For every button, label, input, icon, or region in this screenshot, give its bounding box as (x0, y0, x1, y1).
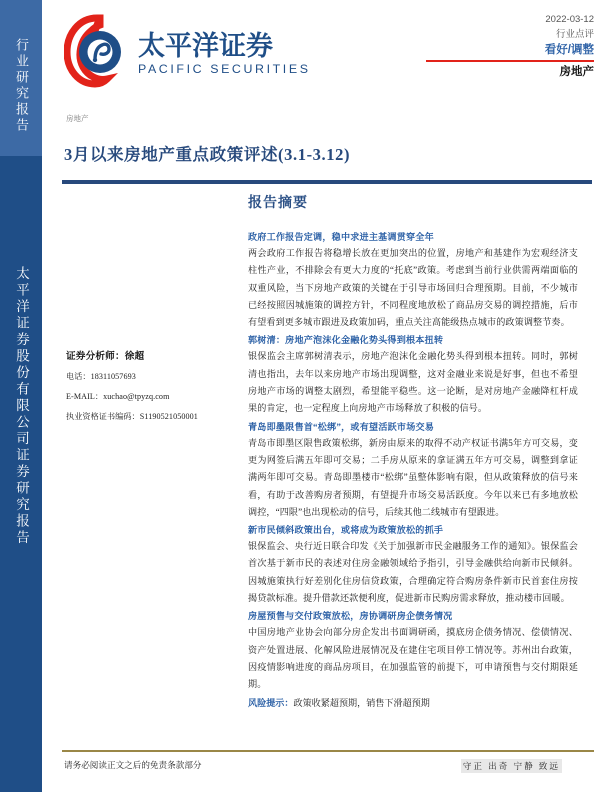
brand-name-en: PACIFIC SECURITIES (138, 61, 311, 76)
summary-section (248, 332, 578, 417)
section-body: 两会政府工作报告将稳增长放在更加突出的位置，房地产和基建作为宏观经济支柱性产业，不排除会有更大力度的“托底”政策。考虑到当前行业供需两端面临的双重风险，当下房地产政策的关键在于引导市场回归合理预期。目前，不少城市已经按照因城施策的调控方针，不同程度地放松了商品房交易的调控措施，后市有望看到更多城市跟进及政策加码，重点关注高能级热点城市的政策调整节奏。 (248, 248, 578, 328)
pacific-securities-logo-icon (64, 14, 130, 88)
section-body: 银保监会、央行近日联合印发《关于加强新市民金融服务工作的通知》。银保监会首次基于新市民的表述对住房金融领域给予指引，引导金融供给向新市民倾斜。因城施策执行好差别化住房信贷政策，合理确定符合购房条件新市民首套住房按揭贷款标准。提升借款还款便利度，促进新市民购房需求释放，推动楼市回暖。 (248, 541, 578, 604)
section-heading: 新市民倾斜政策出台，或将成为政策放松的抓手 (248, 525, 444, 536)
breadcrumb: 房地产 (66, 114, 89, 123)
left-sidebar (0, 0, 42, 792)
report-type: 行业点评 (555, 29, 594, 40)
report-summary (248, 192, 578, 712)
summary-title: 报告摘要 (248, 196, 308, 211)
header-meta-block (424, 12, 594, 80)
brand-logo-block (64, 14, 311, 88)
risk-disclosure (248, 695, 578, 712)
analyst-name: 证券分析师：徐超 (66, 351, 145, 362)
section-body: 青岛市即墨区限售政策松绑，新房由原来的取得不动产权证书满5年方可交易，变更为网签后满五年即可交易；二手房从原来的拿证满五年方可交易，调整到拿证满两年即可交易。青岛即墨楼市“松绑”虽整体影响有限，但从政策释放的信号来看，有助于改善购房者预期，有望提升市场交易活跃度。今年以来已有多地放松调控，“四限”也出现松动的信号，后续其他二线城市有望跟进。 (248, 437, 578, 517)
brand-name-cn: 太平洋证券 (138, 31, 273, 62)
sector-label: 房地产 (559, 66, 594, 79)
brand-wordmark (138, 26, 311, 75)
summary-section (248, 229, 578, 331)
title-divider (62, 180, 592, 184)
risk-text: 政策收紧超预期，销售下滑超预期 (293, 697, 430, 708)
page-title: 3月以来房地产重点政策评述(3.1-3.12) (64, 145, 351, 164)
footer-disclaimer: 请务必阅读正文之后的免责条款部分 (64, 760, 202, 770)
summary-section (248, 419, 578, 521)
summary-section (248, 522, 578, 607)
section-heading: 政府工作报告定调，稳中求进主基调贯穿全年 (248, 232, 434, 242)
summary-section (248, 608, 578, 693)
analyst-info-block (66, 348, 246, 431)
header-red-divider (426, 60, 594, 62)
sidebar-label-industry-research: 行业研究报告 (14, 38, 29, 134)
section-heading: 郭树清：房地产泡沫化金融化势头得到根本扭转 (248, 335, 444, 346)
analyst-phone: 电话：18311057693 (66, 372, 136, 381)
analyst-email[interactable]: E-MAIL：xuchao@tpyzq.com (66, 392, 170, 401)
risk-label: 风险提示： (248, 697, 294, 708)
footer-divider (62, 750, 594, 752)
analyst-license: 执业资格证书编码：S1190521050001 (66, 412, 198, 421)
rating-badge: 看好/调整 (544, 44, 594, 56)
section-heading: 青岛即墨限售首“松绑”，或有望活跃市场交易 (248, 421, 435, 432)
section-heading: 房屋预售与交付政策放松，房协调研房企债务情况 (248, 611, 453, 622)
footer-slogan: 守正 出奇 宁静 致远 (462, 761, 560, 771)
report-date: 2022-03-12 (545, 14, 594, 25)
sidebar-label-company-research: 太平洋证券股份有限公司证券研究报告 (14, 265, 29, 547)
section-body: 银保监会主席郭树清表示，房地产泡沫化金融化势头得到根本扭转。同时，郭树清也指出，去年以来房地产市场出现调整，这对金融业来说是好事，但也不希望房地产市场的调整太剧烈，希望能平稳些。这一论断，是对房地产金融降杠杆成果的肯定，也一定程度上向房地产市场释放了积极的信号。 (248, 351, 578, 414)
section-body: 中国房地产业协会向部分房企发出书面调研函，摸底房企债务情况、偿债情况、资产处置进展、化解风险进展情况及在建住宅项目停工情况等。苏州出台政策，因疫情影响进度的商品房项目，在加强监管的前提下，可申请预售与交付期限延期。 (248, 627, 578, 690)
page-body (42, 0, 612, 792)
